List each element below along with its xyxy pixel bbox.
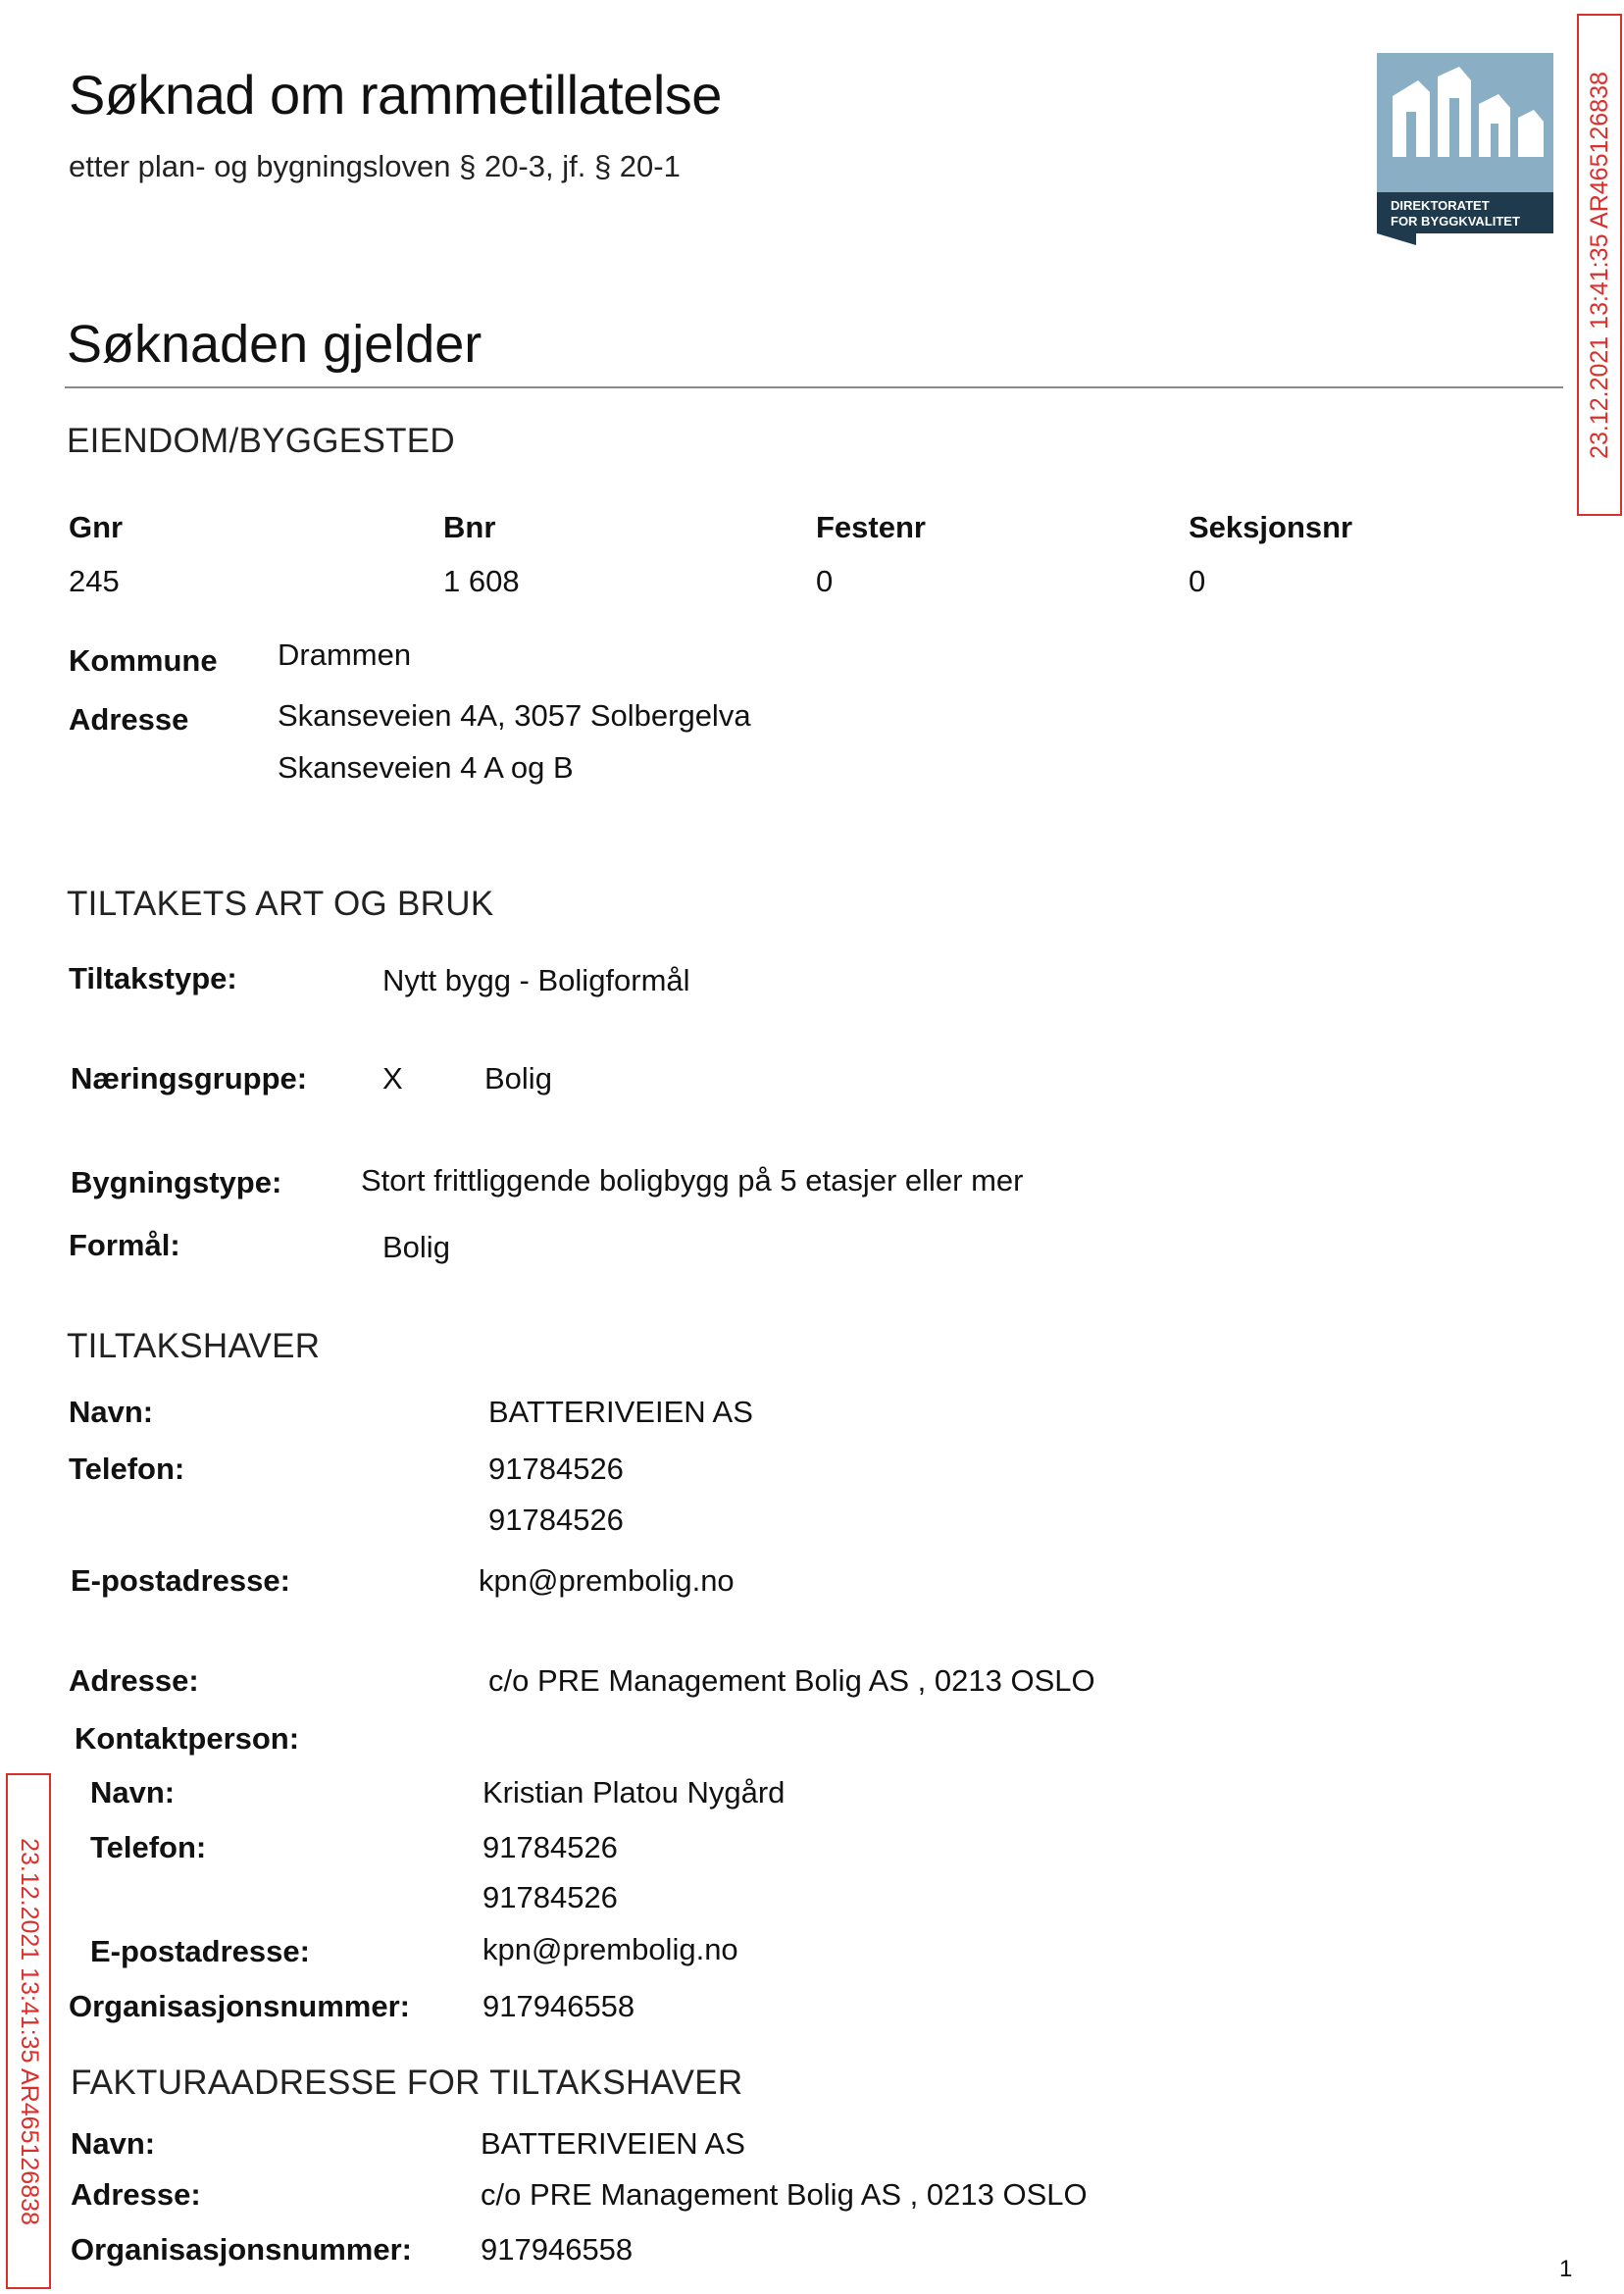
tiltakshaver-navn-label: Navn: xyxy=(69,1395,154,1429)
faktura-adresse-value: c/o PRE Management Bolig AS , 0213 OSLO xyxy=(481,2177,1088,2212)
bnr-value: 1 608 xyxy=(443,564,520,598)
tiltakstype-value: Nytt bygg - Boligformål xyxy=(382,963,690,997)
kommune-label: Kommune xyxy=(69,643,218,678)
tiltakshaver-orgnr-label: Organisasjonsnummer: xyxy=(69,1989,410,2023)
tiltakshaver-adresse-value: c/o PRE Management Bolig AS , 0213 OSLO xyxy=(488,1663,1095,1698)
timestamp-stamp-top: 23.12.2021 13:41:35 AR465126838 xyxy=(1577,14,1622,516)
kontaktperson-telefon1: 91784526 xyxy=(482,1830,618,1864)
kontaktperson-label: Kontaktperson: xyxy=(75,1721,300,1756)
faktura-orgnr-label: Organisasjonsnummer: xyxy=(71,2232,412,2267)
formal-label: Formål: xyxy=(69,1228,180,1262)
kontaktperson-navn-label: Navn: xyxy=(90,1775,176,1810)
bygningstype-value: Stort frittliggende boligbygg på 5 etasjer eller mer xyxy=(361,1163,1024,1198)
formal-value: Bolig xyxy=(382,1230,450,1264)
timestamp-stamp-bottom: 23.12.2021 13:41:35 AR465126838 xyxy=(6,1773,51,2289)
naeringsgruppe-code: X xyxy=(382,1061,403,1096)
adresse-line1: Skanseveien 4A, 3057 Solbergelva xyxy=(278,698,751,733)
tiltakshaver-telefon2: 91784526 xyxy=(488,1503,624,1537)
faktura-heading: FAKTURAADRESSE FOR TILTAKSHAVER xyxy=(71,2064,743,2102)
faktura-navn-label: Navn: xyxy=(71,2126,156,2161)
kommune-value: Drammen xyxy=(278,637,412,672)
kontaktperson-navn-value: Kristian Platou Nygård xyxy=(482,1775,786,1810)
tiltakshaver-adresse-label: Adresse: xyxy=(69,1663,199,1698)
seksjonsnr-label: Seksjonsnr xyxy=(1189,510,1353,544)
section-divider xyxy=(65,386,1563,388)
kontaktperson-telefon-label: Telefon: xyxy=(90,1830,207,1864)
tiltakshaver-orgnr-value: 917946558 xyxy=(482,1989,635,2023)
gnr-label: Gnr xyxy=(69,510,124,544)
tiltakshaver-telefon-label: Telefon: xyxy=(69,1452,185,1486)
tiltakshaver-navn-value: BATTERIVEIEN AS xyxy=(488,1395,753,1429)
eiendom-heading: EIENDOM/BYGGESTED xyxy=(67,422,455,460)
bnr-label: Bnr xyxy=(443,510,496,544)
tiltakshaver-epost-value: kpn@prembolig.no xyxy=(479,1563,735,1598)
naeringsgruppe-value: Bolig xyxy=(484,1061,552,1096)
bygningstype-label: Bygningstype: xyxy=(71,1165,282,1199)
document-title: Søknad om rammetillatelse xyxy=(69,64,722,126)
tiltakstype-label: Tiltakstype: xyxy=(69,961,237,995)
gnr-value: 245 xyxy=(69,564,120,598)
kontaktperson-epost-value: kpn@prembolig.no xyxy=(482,1932,738,1966)
section-title: Søknaden gjelder xyxy=(67,315,482,374)
seksjonsnr-value: 0 xyxy=(1189,564,1206,598)
naeringsgruppe-label: Næringsgruppe: xyxy=(71,1061,308,1096)
faktura-orgnr-value: 917946558 xyxy=(481,2232,634,2267)
faktura-navn-value: BATTERIVEIEN AS xyxy=(481,2126,745,2161)
kontaktperson-telefon2: 91784526 xyxy=(482,1880,618,1914)
page-number: 1 xyxy=(1559,2256,1573,2282)
tiltak-heading: TILTAKETS ART OG BRUK xyxy=(67,885,494,923)
document-subtitle: etter plan- og bygningsloven § 20-3, jf. § 20-1 xyxy=(69,149,681,183)
tiltakshaver-telefon1: 91784526 xyxy=(488,1452,624,1486)
logo-text-line1: DIREKTORATET xyxy=(1391,198,1490,213)
faktura-adresse-label: Adresse: xyxy=(71,2177,201,2212)
tiltakshaver-epost-label: E-postadresse: xyxy=(71,1563,290,1598)
kontaktperson-epost-label: E-postadresse: xyxy=(90,1934,310,1968)
tiltakshaver-heading: TILTAKSHAVER xyxy=(67,1327,321,1365)
adresse-label: Adresse xyxy=(69,702,189,737)
festenr-value: 0 xyxy=(816,564,834,598)
festenr-label: Festenr xyxy=(816,510,926,544)
logo-text-line2: FOR BYGGKVALITET xyxy=(1391,214,1520,229)
dibk-logo xyxy=(1377,53,1553,245)
adresse-line2: Skanseveien 4 A og B xyxy=(278,750,574,785)
